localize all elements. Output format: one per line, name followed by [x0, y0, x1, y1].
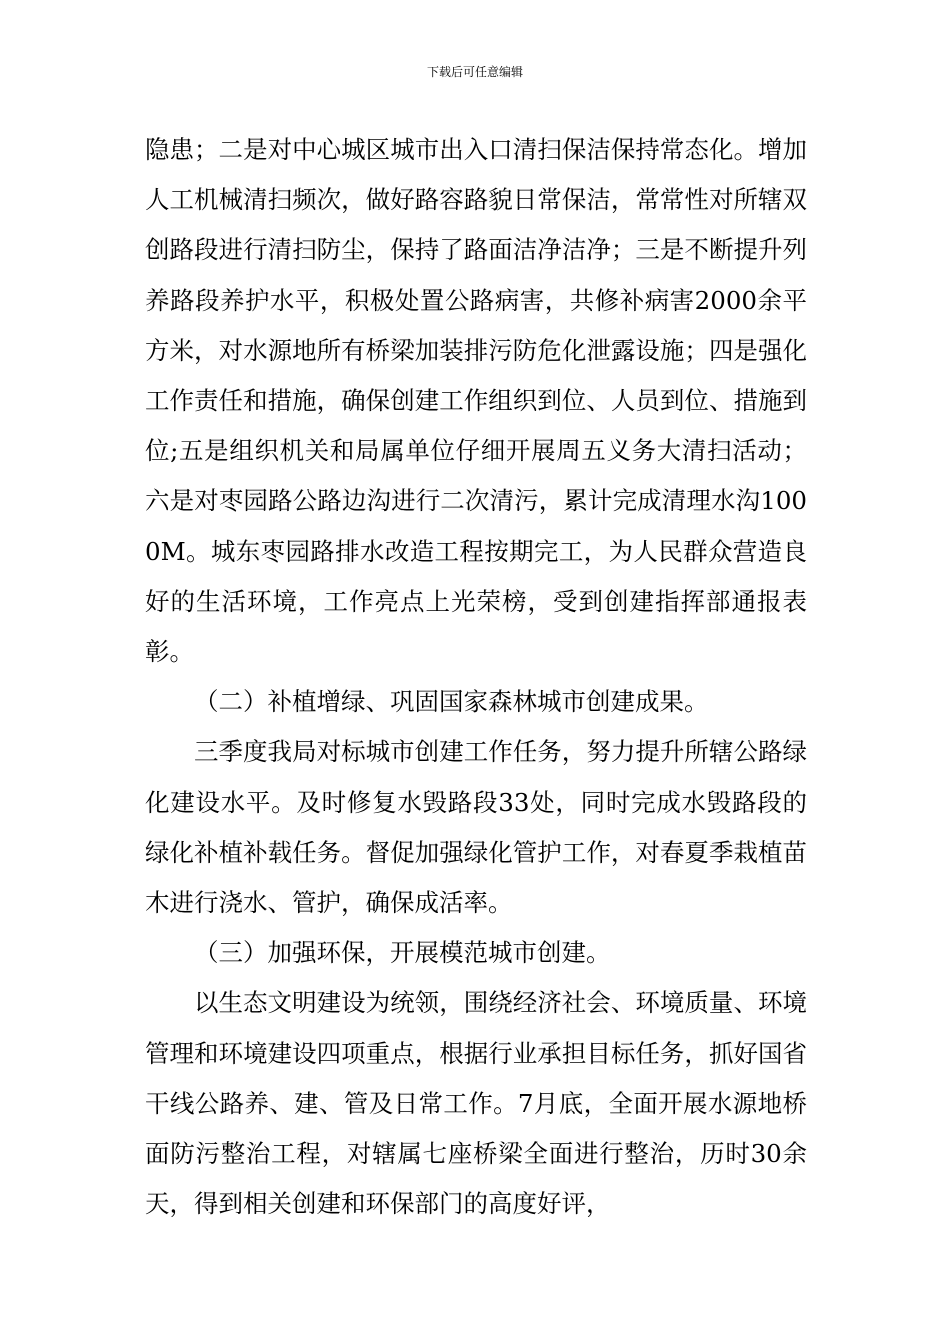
section-heading-2: （二）补植增绿、巩固国家森林城市创建成果。 [194, 687, 709, 717]
page-header: 下载后可任意编辑 [426, 65, 523, 79]
section-heading-3: （三）加强环保，开展模范城市创建。 [194, 938, 611, 968]
paragraph-greening: 三季度我局对标城市创建工作任务，努力提升所辖公路绿化建设水平。及时修复水毁路段33处，同时完成水毁路段的绿化补植补载任务。督促加强绿化管护工作，对春夏季栽植苗木进行浇水、管护，确保成活率。 [145, 737, 807, 918]
document-body [145, 125, 807, 1229]
paragraph-environment: 以生态文明建设为统领，围绕经济社会、环境质量、环境管理和环境建设四项重点，根据行业承担目标任务，抓好国省干线公路养、建、管及日常工作。7月底，全面开展水源地桥面防污整治工程，对辖属七座桥梁全面进行整治，历时30余天，得到相关创建和环保部门的高度好评， [145, 988, 807, 1219]
paragraph-continuation: 隐患；二是对中心城区城市出入口清扫保洁保持常态化。增加人工机械清扫频次，做好路容路貌日常保洁，常常性对所辖双创路段进行清扫防尘，保持了路面洁净洁净；三是不断提升列养路段养护水平，积极处置公路病害，共修补病害2000余平方米，对水源地所有桥梁加装排污防危化泄露设施；四是强化工作责任和措施，确保创建工作组织到位、人员到位、措施到位;五是组织机关和局属单位仔细开展周五义务大清扫活动；六是对枣园路公路边沟进行二次清污，累计完成清理水沟1000M。城东枣园路排水改造工程按期完工，为人民群众营造良好的生活环境，工作亮点上光荣榜，受到创建指挥部通报表彰。 [145, 135, 807, 667]
